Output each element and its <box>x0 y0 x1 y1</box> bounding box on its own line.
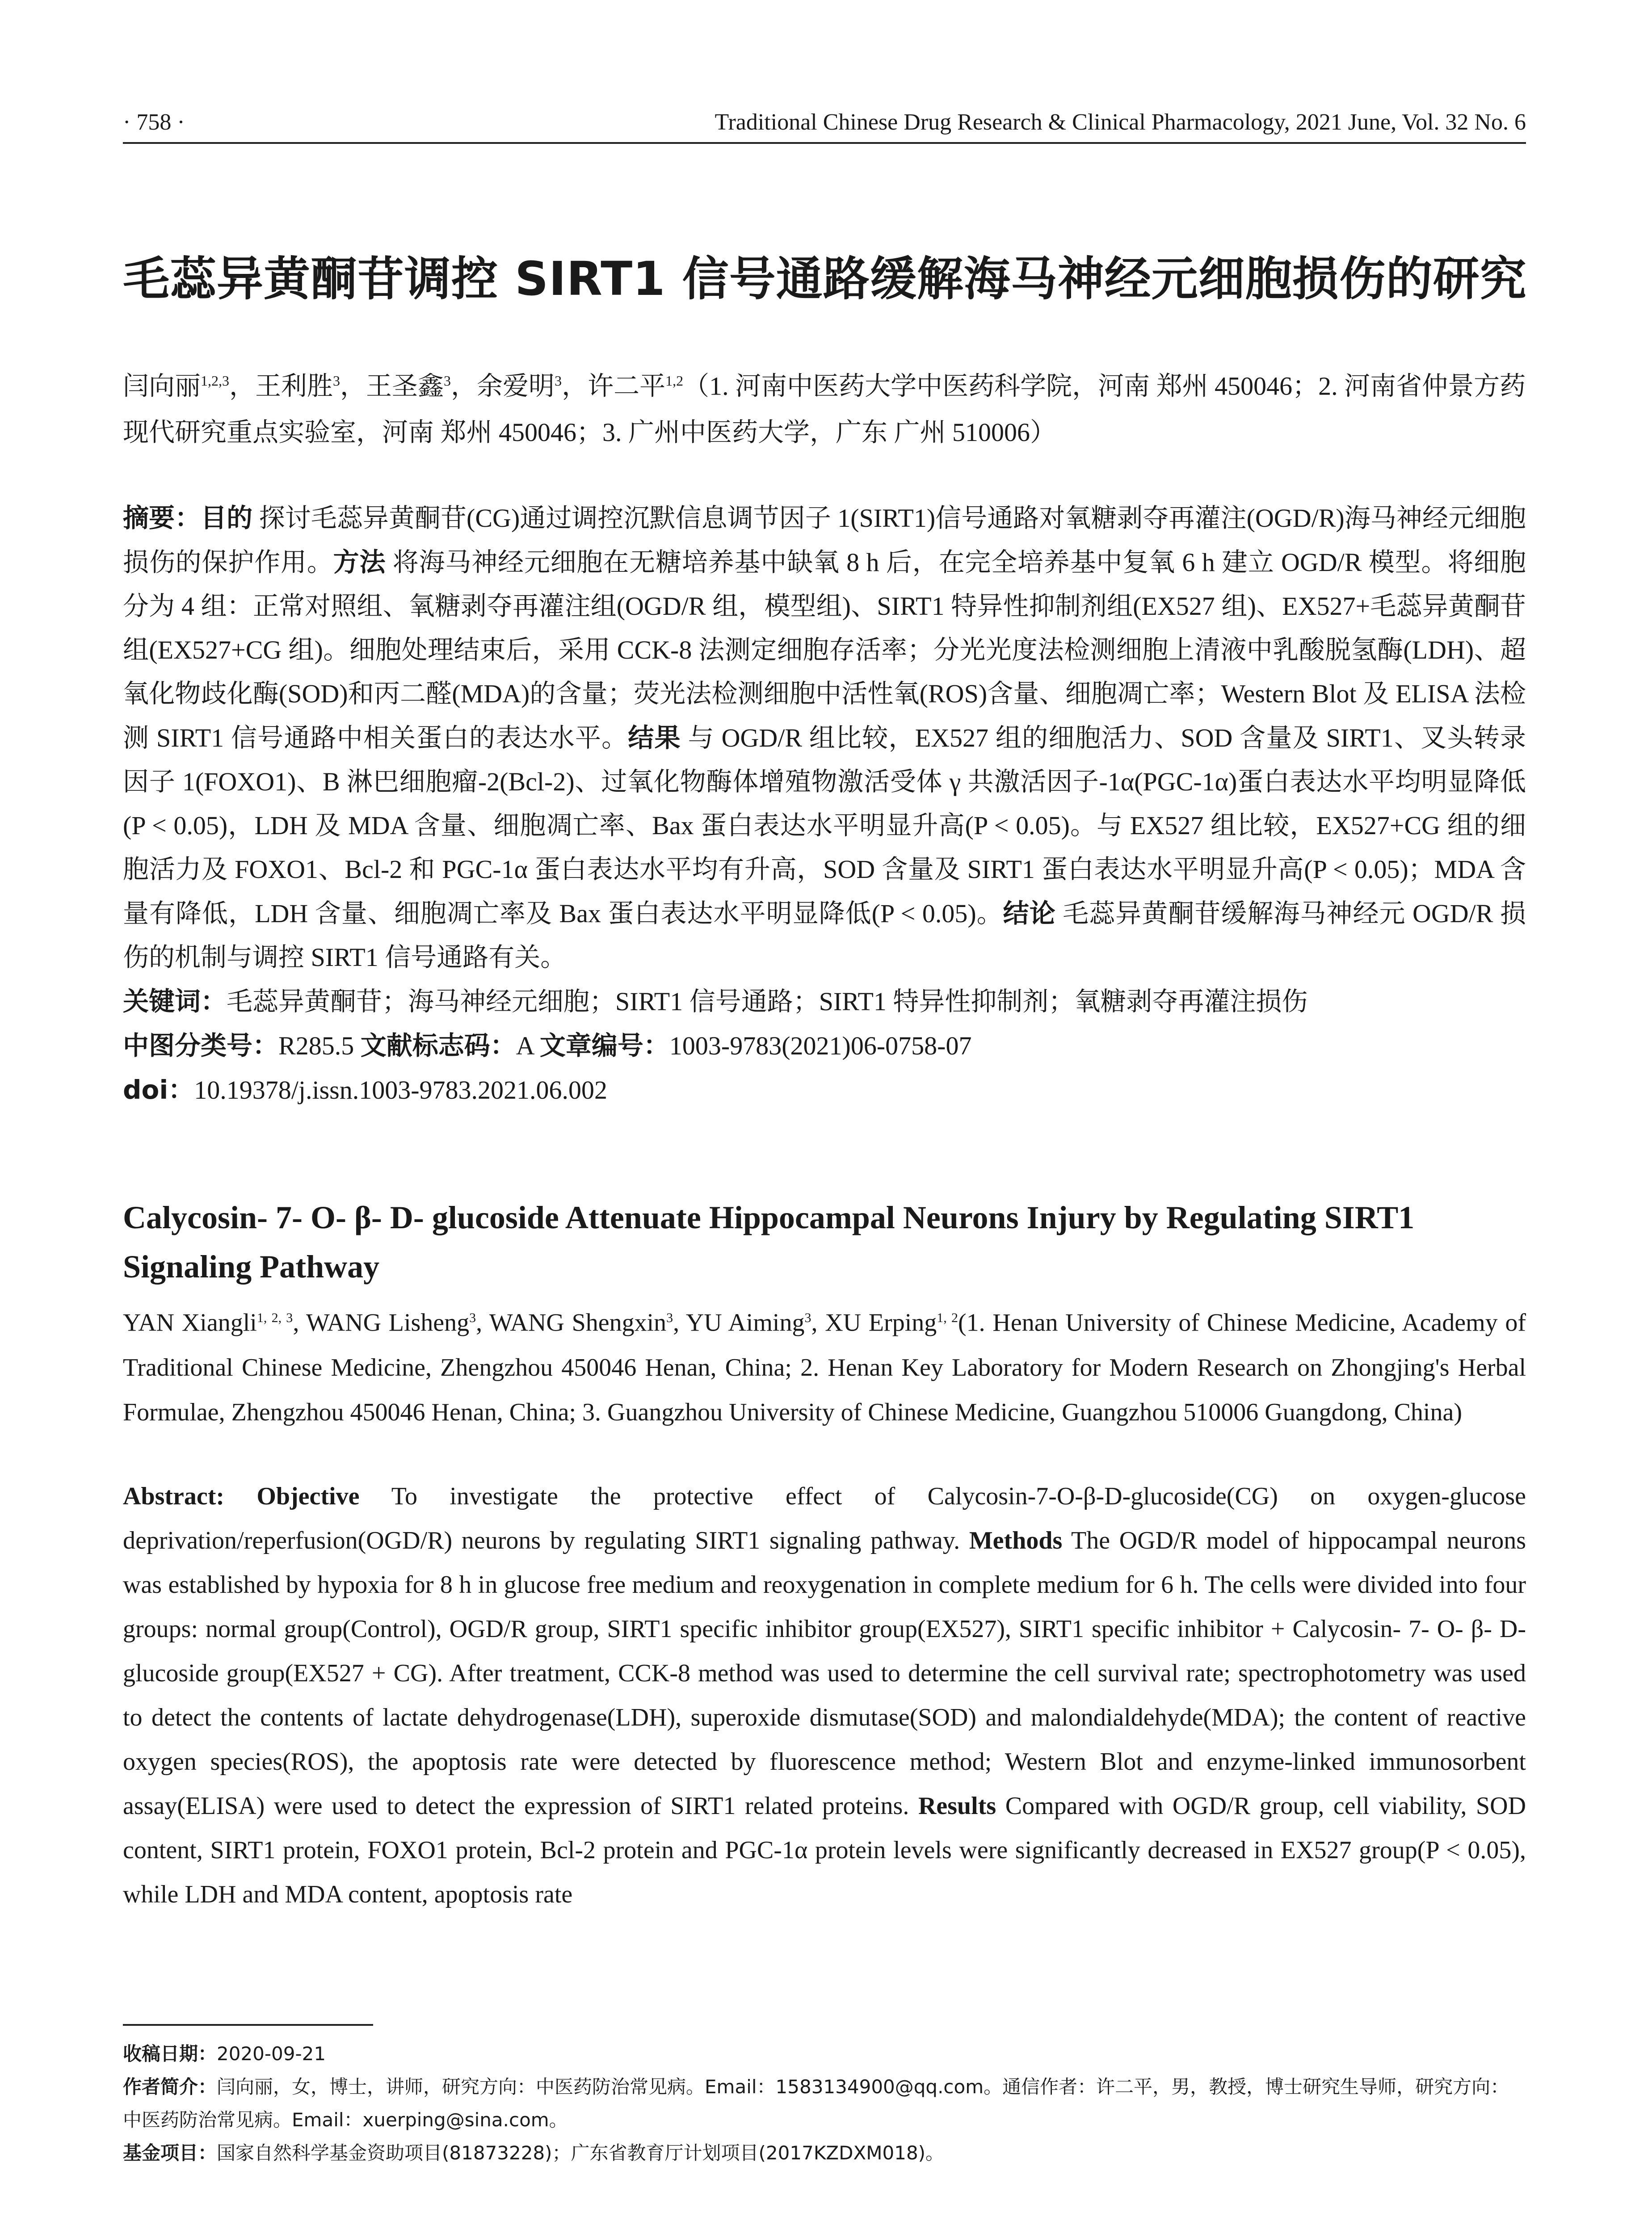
author-name: , XU Erping <box>811 1309 937 1337</box>
conclusion-text: 毛蕊异黄酮苷缓解海马神经元 OGD/R 损伤的机制与调控 SIRT1 信号通路有关。 <box>123 899 1526 972</box>
methods-en-text: The OGD/R model of hippocampal neurons was established by hypoxia for 8 h in glucose free medium and reoxygenation in complete medium for 6 h. The cells were divided into four groups: normal group(Control), OGD/R group, SIRT1 specific inhibitor group(EX527), SIRT1 specific inhibitor + Calycosin- 7- O- β- D- glucoside group(EX527 + CG). After treatment, CCK-8 method was used to determine the cell survival rate; spectrophotometry was used to detect the contents of lactate dehydrogenase(LDH), superoxide dismutase(SOD) and malondialdehyde(MDA); the content of reactive oxygen species(ROS), the apoptosis rate were detected by fluorescence method; Western Blot and enzyme-linked immunosorbent assay(ELISA) were used to detect the expression of SIRT1 related proteins. <box>123 1527 1526 1820</box>
author-affiliation-mark: 3 <box>555 373 562 389</box>
clc-label: 中图分类号： <box>123 1030 279 1061</box>
clc-value: R285.5 <box>278 1031 354 1060</box>
page-number: · 758 · <box>123 109 185 135</box>
title-english: Calycosin- 7- O- β- D- glucoside Attenuate Hippocampal Neurons Injury by Regulating SIRT1 Signaling Pathway <box>123 1200 1415 1285</box>
doi-label: doi： <box>123 1075 194 1105</box>
footnotes <box>123 2037 1526 2170</box>
author-bio <box>123 2070 1526 2137</box>
author-affiliation-mark: 3 <box>666 1310 673 1325</box>
received-value: 2020-09-21 <box>217 2043 326 2065</box>
results-en-text: Compared with OGD/R group, cell viability, SOD content, SIRT1 protein, FOXO1 protein, Bcl-2 protein and PGC-1α protein levels were significantly decreased in EX527 group(P < 0.05), while LDH and MDA content, apoptosis rate <box>123 1792 1526 1908</box>
doi-value: 10.19378/j.issn.1003-9783.2021.06.002 <box>194 1075 608 1104</box>
methods-label: 方法 <box>333 547 386 577</box>
title-chinese: 毛蕊异黄酮苷调控 SIRT1 信号通路缓解海马神经元细胞损伤的研究 <box>123 252 1527 306</box>
author-name: , WANG Lisheng <box>293 1309 470 1337</box>
author-bio-text: 闫向丽，女，博士，讲师，研究方向：中医药防治常见病。Email：1583134900@qq.com。通信作者：许二平，男，教授，博士研究生导师，研究方向：中医药防治常见病。Email：xuerping@sina.com。 <box>123 2076 1509 2131</box>
author-name: ，余爱明 <box>451 371 555 401</box>
author-name: ，王利胜 <box>229 371 333 401</box>
methods-text: 将海马神经元细胞在无糖培养基中缺氧 8 h 后，在完全培养基中复氧 6 h 建立 OGD/R 模型。将细胞分为 4 组：正常对照组、氧糖剥夺再灌注组(OGD/R 组，模型组)、SIRT1 特异性抑制剂组(EX527 组)、EX527+毛蕊异黄酮苷组(EX527+CG 组)。细胞处理结束后，采用 CCK-8 法测定细胞存活率；分光光度法检测细胞上清液中乳酸脱氢酶(LDH)、超氧化物歧化酶(SOD)和丙二醛(MDA)的含量；荧光法检测细胞中活性氧(ROS)含量、细胞凋亡率；Western Blot 及 ELISA 法检测 SIRT1 信号通路中相关蛋白的表达水平。 <box>123 548 1526 752</box>
author-affiliation-mark: 1,2 <box>665 373 684 389</box>
author-affiliation-mark: 3 <box>804 1310 811 1325</box>
abstract-label: 摘要： <box>123 503 201 533</box>
doc-code-value: A <box>516 1031 534 1060</box>
author-affiliation-mark: 1,2,3 <box>201 373 230 389</box>
author-affiliation-mark: 1, 2, 3 <box>256 1310 293 1325</box>
conclusion-label: 结论 <box>1003 898 1056 928</box>
results-en-label: Results <box>918 1792 996 1820</box>
funding-label: 基金项目： <box>123 2142 217 2164</box>
abstract-en-label: Abstract: <box>123 1482 225 1510</box>
results-label: 结果 <box>628 722 681 753</box>
methods-en-label: Methods <box>969 1527 1063 1554</box>
footnote-divider <box>123 2024 373 2026</box>
author-bio-label: 作者简介： <box>123 2076 217 2098</box>
doc-code-label: 文献标志码： <box>360 1030 516 1061</box>
results-text: 与 OGD/R 组比较，EX527 组的细胞活力、SOD 含量及 SIRT1、叉头转录因子 1(FOXO1)、B 淋巴细胞瘤-2(Bcl-2)、过氧化物酶体增殖物激活受体 γ 共激活因子-1α(PGC-1α)蛋白表达水平均明显降低(P < 0.05)，LDH 及 MDA 含量、细胞凋亡率、Bax 蛋白表达水平明显升高(P < 0.05)。与 EX527 组比较，EX527+CG 组的细胞活力及 FOXO1、Bcl-2 和 PGC-1α 蛋白表达水平均有升高，SOD 含量及 SIRT1 蛋白表达水平明显升高(P < 0.05)；MDA 含量有降低，LDH 含量、细胞凋亡率及 Bax 蛋白表达水平明显降低(P < 0.05)。 <box>123 723 1526 928</box>
objective-text: 探讨毛蕊异黄酮苷(CG)通过调控沉默信息调节因子 1(SIRT1)信号通路对氧糖剥夺再灌注(OGD/R)海马神经元细胞损伤的保护作用。 <box>123 504 1526 577</box>
author-name: 闫向丽 <box>123 371 201 401</box>
objective-en-label: Objective <box>256 1482 360 1510</box>
authors-english <box>123 1296 1526 1435</box>
affiliations-chinese: （1. 河南中医药大学中医药科学院，河南 郑州 450046；2. 河南省仲景方药现代研究重点实验室，河南 郑州 450046；3. 广州中医药大学，广东 广州 510006） <box>123 371 1526 447</box>
objective-label: 目的 <box>201 503 253 533</box>
article-number-label: 文章编号： <box>539 1030 669 1061</box>
running-header <box>123 106 1526 144</box>
objective-en-text: To investigate the protective effect of Calycosin-7-O-β-D-glucoside(CG) on oxygen-glucose deprivation/reperfusion(OGD/R) neurons by regulating SIRT1 signaling pathway. <box>123 1482 1526 1554</box>
abstract-english <box>123 1474 1526 1917</box>
author-name: , YU Aiming <box>673 1309 805 1337</box>
funding-text: 国家自然科学基金资助项目(81873228)；广东省教育厅计划项目(2017KZDXM018)。 <box>217 2142 945 2164</box>
author-affiliation-mark: 3 <box>469 1310 476 1325</box>
author-name: , WANG Shengxin <box>476 1309 667 1337</box>
author-name: YAN Xiangli <box>123 1309 257 1337</box>
funding <box>123 2137 1526 2170</box>
author-affiliation-mark: 3 <box>444 373 451 389</box>
author-affiliation-mark: 1, 2 <box>937 1310 958 1325</box>
abstract-chinese <box>123 496 1526 1112</box>
affiliations-english: (1. Henan University of Chinese Medicine, Academy of Traditional Chinese Medicine, Zhengzhou 450046 Henan, China; 2. Henan Key Laboratory for Modern Research on Zhongjing's Herbal Formulae, Zhengzhou 450046 Henan, China; 3. Guangzhou University of Chinese Medicine, Guangzhou 510006 Guangdong, China) <box>123 1309 1526 1426</box>
author-name: ，王圣鑫 <box>340 371 444 401</box>
received-date <box>123 2037 1526 2070</box>
author-affiliation-mark: 3 <box>333 373 340 389</box>
keywords-label: 关键词： <box>123 986 227 1016</box>
received-label: 收稿日期： <box>123 2043 217 2065</box>
author-name: ，许二平 <box>562 371 666 401</box>
article-number-value: 1003-9783(2021)06-0758-07 <box>669 1031 972 1060</box>
keywords-text: 毛蕊异黄酮苷；海马神经元细胞；SIRT1 信号通路；SIRT1 特异性抑制剂；氧糖剥夺再灌注损伤 <box>227 987 1308 1016</box>
authors-chinese <box>123 357 1526 456</box>
journal-citation: Traditional Chinese Drug Research & Clinical Pharmacology, 2021 June, Vol. 32 No. 6 <box>715 109 1526 135</box>
